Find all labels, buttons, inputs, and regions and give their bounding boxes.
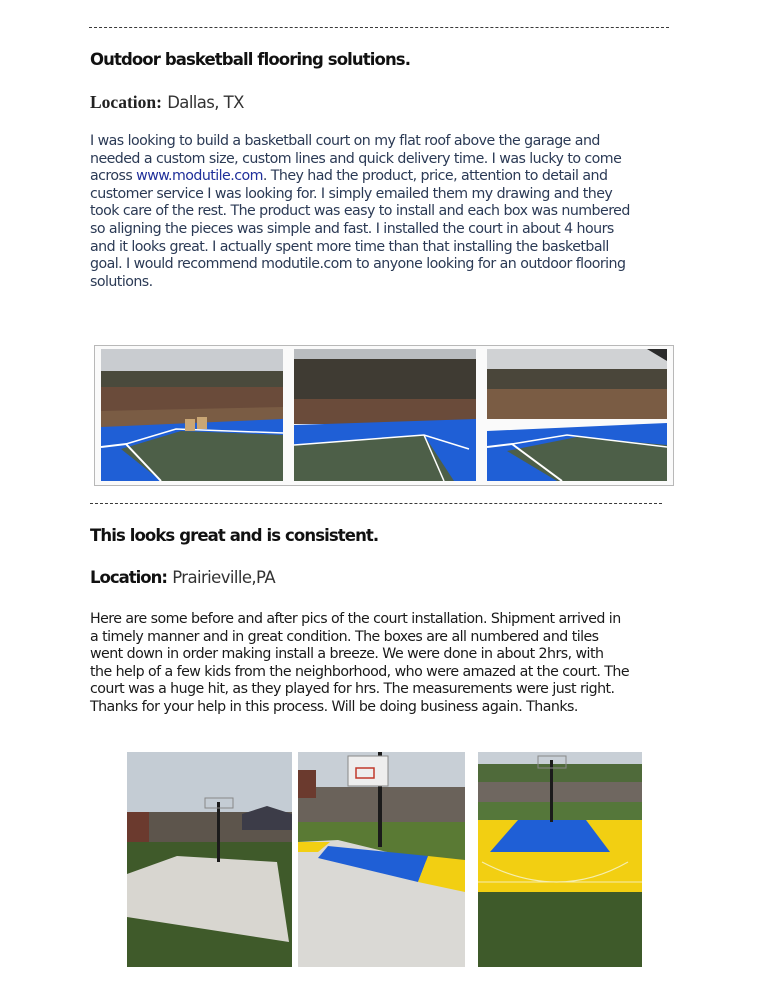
body-text: across bbox=[90, 168, 137, 185]
body-line: customer service I was looking for. I simply emailed them my drawing and they bbox=[90, 185, 613, 202]
section-divider bbox=[90, 503, 662, 504]
court-photo-during bbox=[298, 752, 465, 967]
location-value: Prairieville,PA bbox=[172, 568, 276, 587]
section-divider bbox=[89, 27, 669, 28]
location-label: Location: bbox=[90, 568, 167, 587]
testimonial-title: This looks great and is consistent. bbox=[90, 526, 379, 545]
testimonial-location bbox=[90, 568, 275, 587]
body-line: Thanks for your help in this process. Will be doing business again. Thanks. bbox=[90, 698, 578, 715]
body-line: a timely manner and in great condition. The boxes are all numbered and tiles bbox=[90, 628, 599, 645]
court-photo-1 bbox=[101, 349, 283, 481]
blue-yellow-court-image bbox=[478, 752, 642, 967]
court-photo-3 bbox=[487, 349, 667, 481]
body-line: so aligning the pieces was simple and fast. I installed the court in about 4 hours bbox=[90, 220, 614, 237]
modutile-link[interactable]: www.modutile.com bbox=[136, 168, 263, 185]
rooftop-court-image bbox=[487, 349, 667, 481]
court-photo-after bbox=[478, 752, 642, 967]
body-line: Here are some before and after pics of the court installation. Shipment arrived in bbox=[90, 611, 621, 627]
body-line: and it looks great. I actually spent more time than that installing the basketball bbox=[90, 238, 609, 255]
court-photo-before bbox=[127, 752, 292, 967]
body-line: goal. I would recommend modutile.com to anyone looking for an outdoor flooring bbox=[90, 256, 626, 273]
location-value: Dallas, TX bbox=[167, 93, 244, 112]
testimonial-body bbox=[90, 611, 629, 717]
body-line: went down in order making install a breeze. We were done in about 2hrs, with bbox=[90, 646, 604, 663]
location-label: Location: bbox=[90, 92, 162, 112]
testimonial-title: Outdoor basketball flooring solutions. bbox=[90, 50, 411, 69]
testimonial-location bbox=[90, 92, 244, 113]
body-line: took care of the rest. The product was easy to install and each box was numbered bbox=[90, 203, 630, 220]
body-text: . They had the product, price, attention to detail and bbox=[262, 168, 608, 185]
body-line: needed a custom size, custom lines and quick delivery time. I was lucky to come bbox=[90, 150, 622, 167]
rooftop-court-image bbox=[294, 349, 476, 481]
blue-key-install-image bbox=[298, 752, 465, 967]
body-line: I was looking to build a basketball court on my flat roof above the garage and bbox=[90, 133, 600, 149]
concrete-slab-image bbox=[127, 752, 292, 967]
body-line: solutions. bbox=[90, 273, 153, 290]
testimonial-body bbox=[90, 133, 630, 291]
body-line: the help of a few kids from the neighborhood, who were amazed at the court. The bbox=[90, 663, 630, 680]
body-line: court was a huge hit, as they played for hrs. The measurements were just right. bbox=[90, 681, 615, 698]
body-line bbox=[90, 168, 630, 186]
court-photo-2 bbox=[294, 349, 476, 481]
rooftop-court-image bbox=[101, 349, 283, 481]
